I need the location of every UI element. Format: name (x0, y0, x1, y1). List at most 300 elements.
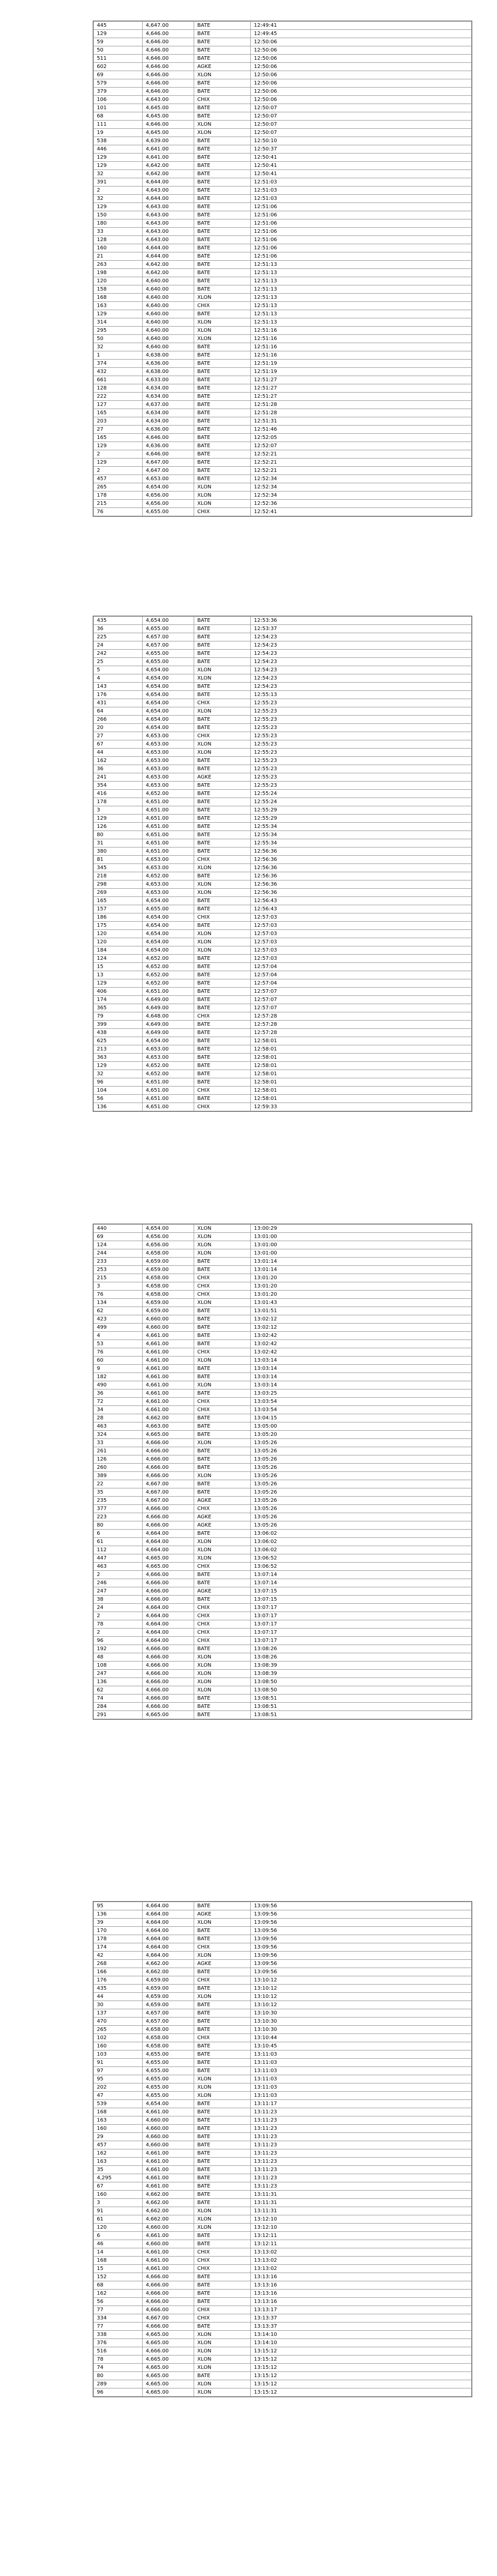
venue-cell: AGKE (194, 1513, 251, 1521)
table-row (94, 666, 472, 674)
time-cell: 12:50:06 (251, 79, 472, 88)
volume-cell: 74 (94, 2364, 143, 2372)
table-row (94, 683, 472, 691)
time-cell: 13:13:02 (251, 2265, 472, 2273)
price-cell: 4,658.00 (143, 1274, 194, 1282)
price-cell: 4,659.00 (143, 1266, 194, 1274)
table-row (94, 2075, 472, 2083)
table-row (94, 955, 472, 963)
venue-cell: BATE (194, 1447, 251, 1455)
time-cell: 13:11:03 (251, 2092, 472, 2100)
volume-cell: 176 (94, 691, 143, 699)
volume-cell: 136 (94, 1910, 143, 1919)
time-cell: 13:03:54 (251, 1398, 472, 1406)
venue-cell: BATE (194, 1968, 251, 1976)
price-cell: 4,666.00 (143, 1694, 194, 1703)
venue-cell: BATE (194, 683, 251, 691)
time-cell: 12:51:27 (251, 393, 472, 401)
volume-cell: 129 (94, 30, 143, 38)
table-row (94, 2050, 472, 2059)
volume-cell: 198 (94, 269, 143, 277)
venue-cell: BATE (194, 641, 251, 650)
volume-cell: 32 (94, 343, 143, 351)
time-cell: 13:06:02 (251, 1546, 472, 1554)
price-cell: 4,654.00 (143, 2100, 194, 2108)
volume-cell: 96 (94, 2388, 143, 2397)
price-cell: 4,661.00 (143, 2174, 194, 2182)
volume-cell: 22 (94, 1480, 143, 1488)
time-cell: 12:55:23 (251, 707, 472, 716)
price-cell: 4,647.00 (143, 459, 194, 467)
volume-cell: 180 (94, 219, 143, 228)
table-row (94, 2306, 472, 2314)
table-row (94, 2067, 472, 2075)
volume-cell: 61 (94, 2215, 143, 2224)
time-cell: 12:50:41 (251, 154, 472, 162)
table-row (94, 2215, 472, 2224)
venue-cell: BATE (194, 137, 251, 145)
time-cell: 13:11:31 (251, 2191, 472, 2199)
time-cell: 13:15:12 (251, 2388, 472, 2397)
venue-cell: BATE (194, 1902, 251, 1910)
table-row (94, 71, 472, 79)
table-row (94, 930, 472, 938)
time-cell: 12:51:16 (251, 327, 472, 335)
volume-cell: 457 (94, 2141, 143, 2149)
venue-cell: BATE (194, 1414, 251, 1422)
venue-cell: XLON (194, 740, 251, 749)
venue-cell: BATE (194, 285, 251, 294)
price-cell: 4,641.00 (143, 154, 194, 162)
volume-cell: 152 (94, 2273, 143, 2281)
trades-table-body (94, 617, 472, 1111)
volume-cell: 165 (94, 434, 143, 442)
table-row (94, 508, 472, 516)
price-cell: 4,636.00 (143, 426, 194, 434)
price-cell: 4,664.00 (143, 1538, 194, 1546)
price-cell: 4,644.00 (143, 252, 194, 261)
venue-cell: BATE (194, 658, 251, 666)
time-cell: 13:13:17 (251, 2306, 472, 2314)
price-cell: 4,640.00 (143, 277, 194, 285)
venue-cell: XLON (194, 2083, 251, 2092)
venue-cell: CHIX (194, 1012, 251, 1021)
table-row (94, 450, 472, 459)
volume-cell: 67 (94, 2182, 143, 2191)
time-cell: 12:57:07 (251, 988, 472, 996)
venue-cell: BATE (194, 277, 251, 285)
time-cell: 13:02:42 (251, 1348, 472, 1357)
price-cell: 4,659.00 (143, 2001, 194, 2009)
table-row (94, 475, 472, 483)
time-cell: 12:54:23 (251, 666, 472, 674)
table-row (94, 1571, 472, 1579)
volume-cell: 579 (94, 79, 143, 88)
venue-cell: BATE (194, 409, 251, 417)
price-cell: 4,666.00 (143, 1455, 194, 1464)
price-cell: 4,654.00 (143, 707, 194, 716)
price-cell: 4,646.00 (143, 30, 194, 38)
table-row (94, 691, 472, 699)
venue-cell: BATE (194, 22, 251, 30)
table-row (94, 393, 472, 401)
price-cell: 4,659.00 (143, 1307, 194, 1315)
volume-cell: 36 (94, 1389, 143, 1398)
time-cell: 13:11:17 (251, 2100, 472, 2108)
volume-cell: 2 (94, 467, 143, 475)
price-cell: 4,666.00 (143, 2298, 194, 2306)
venue-cell: XLON (194, 2215, 251, 2224)
volume-cell: 19 (94, 129, 143, 137)
venue-cell: BATE (194, 2125, 251, 2133)
table-row (94, 112, 472, 121)
price-cell: 4,649.00 (143, 1021, 194, 1029)
venue-cell: CHIX (194, 699, 251, 707)
volume-cell: 136 (94, 1103, 143, 1111)
volume-cell: 27 (94, 426, 143, 434)
volume-cell: 96 (94, 1078, 143, 1087)
volume-cell: 134 (94, 1299, 143, 1307)
trade-table-page-1 (93, 21, 472, 517)
venue-cell: BATE (194, 1307, 251, 1315)
venue-cell: XLON (194, 938, 251, 946)
time-cell: 13:08:39 (251, 1662, 472, 1670)
table-row (94, 1935, 472, 1943)
price-cell: 4,666.00 (143, 1521, 194, 1530)
price-cell: 4,666.00 (143, 1447, 194, 1455)
venue-cell: BATE (194, 1645, 251, 1653)
time-cell: 12:58:01 (251, 1037, 472, 1045)
time-cell: 13:05:26 (251, 1447, 472, 1455)
volume-cell: 168 (94, 2257, 143, 2265)
time-cell: 13:12:10 (251, 2224, 472, 2232)
time-cell: 13:10:12 (251, 1993, 472, 2001)
table-row (94, 1103, 472, 1111)
venue-cell: XLON (194, 930, 251, 938)
volume-cell: 44 (94, 749, 143, 757)
trade-table-page-3 (93, 1224, 472, 1720)
time-cell: 12:57:07 (251, 996, 472, 1004)
volume-cell: 432 (94, 368, 143, 376)
time-cell: 12:50:06 (251, 38, 472, 46)
venue-cell: BATE (194, 401, 251, 409)
venue-cell: BATE (194, 187, 251, 195)
volume-cell: 120 (94, 930, 143, 938)
price-cell: 4,634.00 (143, 417, 194, 426)
time-cell: 13:10:30 (251, 2026, 472, 2034)
table-row (94, 269, 472, 277)
price-cell: 4,664.00 (143, 1943, 194, 1952)
time-cell: 12:55:23 (251, 740, 472, 749)
price-cell: 4,666.00 (143, 1703, 194, 1711)
time-cell: 13:02:12 (251, 1324, 472, 1332)
venue-cell: BATE (194, 426, 251, 434)
price-cell: 4,634.00 (143, 409, 194, 417)
volume-cell: 213 (94, 1045, 143, 1054)
time-cell: 12:51:06 (251, 228, 472, 236)
time-cell: 12:58:01 (251, 1045, 472, 1054)
volume-cell: 170 (94, 1927, 143, 1935)
price-cell: 4,638.00 (143, 351, 194, 360)
venue-cell: BATE (194, 2100, 251, 2108)
table-row (94, 1282, 472, 1291)
volume-cell: 129 (94, 815, 143, 823)
time-cell: 12:52:07 (251, 442, 472, 450)
venue-cell: BATE (194, 236, 251, 244)
volume-cell: 80 (94, 1521, 143, 1530)
venue-cell: BATE (194, 2133, 251, 2141)
price-cell: 4,646.00 (143, 38, 194, 46)
venue-cell: BATE (194, 376, 251, 384)
time-cell: 13:01:00 (251, 1233, 472, 1241)
time-cell: 12:51:31 (251, 417, 472, 426)
price-cell: 4,667.00 (143, 1480, 194, 1488)
time-cell: 13:09:56 (251, 1902, 472, 1910)
venue-cell: BATE (194, 38, 251, 46)
venue-cell: BATE (194, 368, 251, 376)
table-row (94, 219, 472, 228)
venue-cell: XLON (194, 1439, 251, 1447)
venue-cell: BATE (194, 2141, 251, 2149)
time-cell: 13:06:02 (251, 1530, 472, 1538)
price-cell: 4,664.00 (143, 1620, 194, 1629)
table-row (94, 1348, 472, 1357)
table-row (94, 1620, 472, 1629)
venue-cell: BATE (194, 2273, 251, 2281)
time-cell: 12:55:23 (251, 782, 472, 790)
venue-cell: BATE (194, 450, 251, 459)
table-row (94, 757, 472, 765)
venue-cell: XLON (194, 2347, 251, 2355)
table-row (94, 2298, 472, 2306)
volume-cell: 6 (94, 1530, 143, 1538)
volume-cell: 268 (94, 1960, 143, 1968)
time-cell: 13:11:23 (251, 2116, 472, 2125)
table-row (94, 376, 472, 384)
venue-cell: XLON (194, 483, 251, 492)
venue-cell: XLON (194, 2364, 251, 2372)
time-cell: 13:11:23 (251, 2166, 472, 2174)
volume-cell: 97 (94, 2067, 143, 2075)
venue-cell: BATE (194, 806, 251, 815)
time-cell: 12:55:23 (251, 732, 472, 740)
table-row (94, 368, 472, 376)
venue-cell: BATE (194, 104, 251, 112)
time-cell: 12:57:03 (251, 930, 472, 938)
price-cell: 4,660.00 (143, 1315, 194, 1324)
price-cell: 4,666.00 (143, 1439, 194, 1447)
venue-cell: XLON (194, 1381, 251, 1389)
venue-cell: BATE (194, 617, 251, 625)
time-cell: 13:10:12 (251, 1985, 472, 1993)
volume-cell: 129 (94, 442, 143, 450)
volume-cell: 67 (94, 740, 143, 749)
venue-cell: BATE (194, 1095, 251, 1103)
volume-cell: 91 (94, 2059, 143, 2067)
price-cell: 4,666.00 (143, 1571, 194, 1579)
price-cell: 4,655.00 (143, 2067, 194, 2075)
table-row (94, 261, 472, 269)
time-cell: 13:12:10 (251, 2215, 472, 2224)
venue-cell: AGKE (194, 1910, 251, 1919)
table-row (94, 195, 472, 203)
table-row (94, 2265, 472, 2273)
time-cell: 13:13:37 (251, 2323, 472, 2331)
venue-cell: XLON (194, 1538, 251, 1546)
time-cell: 13:14:10 (251, 2331, 472, 2339)
volume-cell: 435 (94, 617, 143, 625)
volume-cell: 247 (94, 1670, 143, 1678)
price-cell: 4,644.00 (143, 178, 194, 187)
table-row (94, 1662, 472, 1670)
time-cell: 13:11:31 (251, 2199, 472, 2207)
venue-cell: BATE (194, 633, 251, 641)
venue-cell: BATE (194, 691, 251, 699)
time-cell: 13:10:12 (251, 1976, 472, 1985)
volume-cell: 95 (94, 2075, 143, 2083)
price-cell: 4,664.00 (143, 1637, 194, 1645)
table-row (94, 2199, 472, 2207)
time-cell: 12:50:06 (251, 88, 472, 96)
venue-cell: BATE (194, 1062, 251, 1070)
price-cell: 4,666.00 (143, 1678, 194, 1686)
venue-cell: XLON (194, 121, 251, 129)
price-cell: 4,660.00 (143, 2240, 194, 2248)
venue-cell: BATE (194, 2372, 251, 2380)
venue-cell: BATE (194, 2018, 251, 2026)
volume-cell: 265 (94, 483, 143, 492)
table-row (94, 1406, 472, 1414)
venue-cell: BATE (194, 790, 251, 798)
table-row (94, 1241, 472, 1249)
table-row (94, 2240, 472, 2248)
price-cell: 4,655.00 (143, 2083, 194, 2092)
price-cell: 4,666.00 (143, 1505, 194, 1513)
time-cell: 12:55:34 (251, 831, 472, 839)
table-row (94, 310, 472, 318)
table-row (94, 2108, 472, 2116)
venue-cell: XLON (194, 492, 251, 500)
volume-cell: 108 (94, 1662, 143, 1670)
table-row (94, 1455, 472, 1464)
time-cell: 12:51:28 (251, 409, 472, 417)
volume-cell: 38 (94, 1596, 143, 1604)
price-cell: 4,661.00 (143, 1398, 194, 1406)
venue-cell: XLON (194, 946, 251, 955)
venue-cell: XLON (194, 2207, 251, 2215)
price-cell: 4,653.00 (143, 864, 194, 872)
venue-cell: BATE (194, 1332, 251, 1340)
price-cell: 4,666.00 (143, 1579, 194, 1587)
table-row (94, 732, 472, 740)
volume-cell: 263 (94, 261, 143, 269)
table-row (94, 2273, 472, 2281)
time-cell: 13:15:12 (251, 2372, 472, 2380)
venue-cell: XLON (194, 1249, 251, 1258)
price-cell: 4,655.00 (143, 625, 194, 633)
time-cell: 12:57:28 (251, 1012, 472, 1021)
table-row (94, 979, 472, 988)
venue-cell: BATE (194, 1927, 251, 1935)
price-cell: 4,664.00 (143, 1919, 194, 1927)
table-row (94, 285, 472, 294)
volume-cell: 244 (94, 1249, 143, 1258)
volume-cell: 406 (94, 988, 143, 996)
price-cell: 4,643.00 (143, 203, 194, 211)
venue-cell: BATE (194, 2323, 251, 2331)
volume-cell: 106 (94, 96, 143, 104)
table-row (94, 707, 472, 716)
volume-cell: 128 (94, 236, 143, 244)
venue-cell: XLON (194, 1686, 251, 1694)
time-cell: 12:51:28 (251, 401, 472, 409)
price-cell: 4,651.00 (143, 848, 194, 856)
volume-cell: 150 (94, 211, 143, 219)
time-cell: 12:51:16 (251, 335, 472, 343)
price-cell: 4,661.00 (143, 2232, 194, 2240)
table-row (94, 1488, 472, 1497)
time-cell: 13:11:23 (251, 2174, 472, 2182)
volume-cell: 14 (94, 2248, 143, 2257)
volume-cell: 126 (94, 1455, 143, 1464)
table-row (94, 1233, 472, 1241)
table-row (94, 2026, 472, 2034)
time-cell: 12:57:03 (251, 922, 472, 930)
time-cell: 13:15:12 (251, 2380, 472, 2388)
time-cell: 12:57:03 (251, 938, 472, 946)
price-cell: 4,655.00 (143, 2075, 194, 2083)
price-cell: 4,655.00 (143, 905, 194, 913)
venue-cell: BATE (194, 2116, 251, 2125)
price-cell: 4,657.00 (143, 2018, 194, 2026)
venue-cell: CHIX (194, 508, 251, 516)
venue-cell: XLON (194, 2388, 251, 2397)
venue-cell: CHIX (194, 1637, 251, 1645)
volume-cell: 4 (94, 1332, 143, 1340)
time-cell: 13:07:14 (251, 1571, 472, 1579)
time-cell: 13:05:20 (251, 1431, 472, 1439)
table-row (94, 1045, 472, 1054)
table-row (94, 2182, 472, 2191)
table-row (94, 724, 472, 732)
time-cell: 13:11:23 (251, 2141, 472, 2149)
venue-cell: BATE (194, 442, 251, 450)
price-cell: 4,661.00 (143, 1381, 194, 1389)
price-cell: 4,654.00 (143, 716, 194, 724)
time-cell: 12:55:34 (251, 839, 472, 848)
price-cell: 4,664.00 (143, 1629, 194, 1637)
time-cell: 13:03:14 (251, 1381, 472, 1389)
time-cell: 12:57:04 (251, 971, 472, 979)
volume-cell: 440 (94, 1225, 143, 1233)
volume-cell: 446 (94, 145, 143, 154)
price-cell: 4,655.00 (143, 650, 194, 658)
table-row (94, 790, 472, 798)
table-row (94, 434, 472, 442)
table-row (94, 1315, 472, 1324)
table-row (94, 864, 472, 872)
time-cell: 12:59:33 (251, 1103, 472, 1111)
venue-cell: BATE (194, 1596, 251, 1604)
table-row (94, 625, 472, 633)
table-row (94, 1563, 472, 1571)
table-row (94, 1670, 472, 1678)
price-cell: 4,651.00 (143, 831, 194, 839)
volume-cell: 247 (94, 1587, 143, 1596)
price-cell: 4,667.00 (143, 1497, 194, 1505)
volume-cell: 284 (94, 1703, 143, 1711)
price-cell: 4,661.00 (143, 1357, 194, 1365)
